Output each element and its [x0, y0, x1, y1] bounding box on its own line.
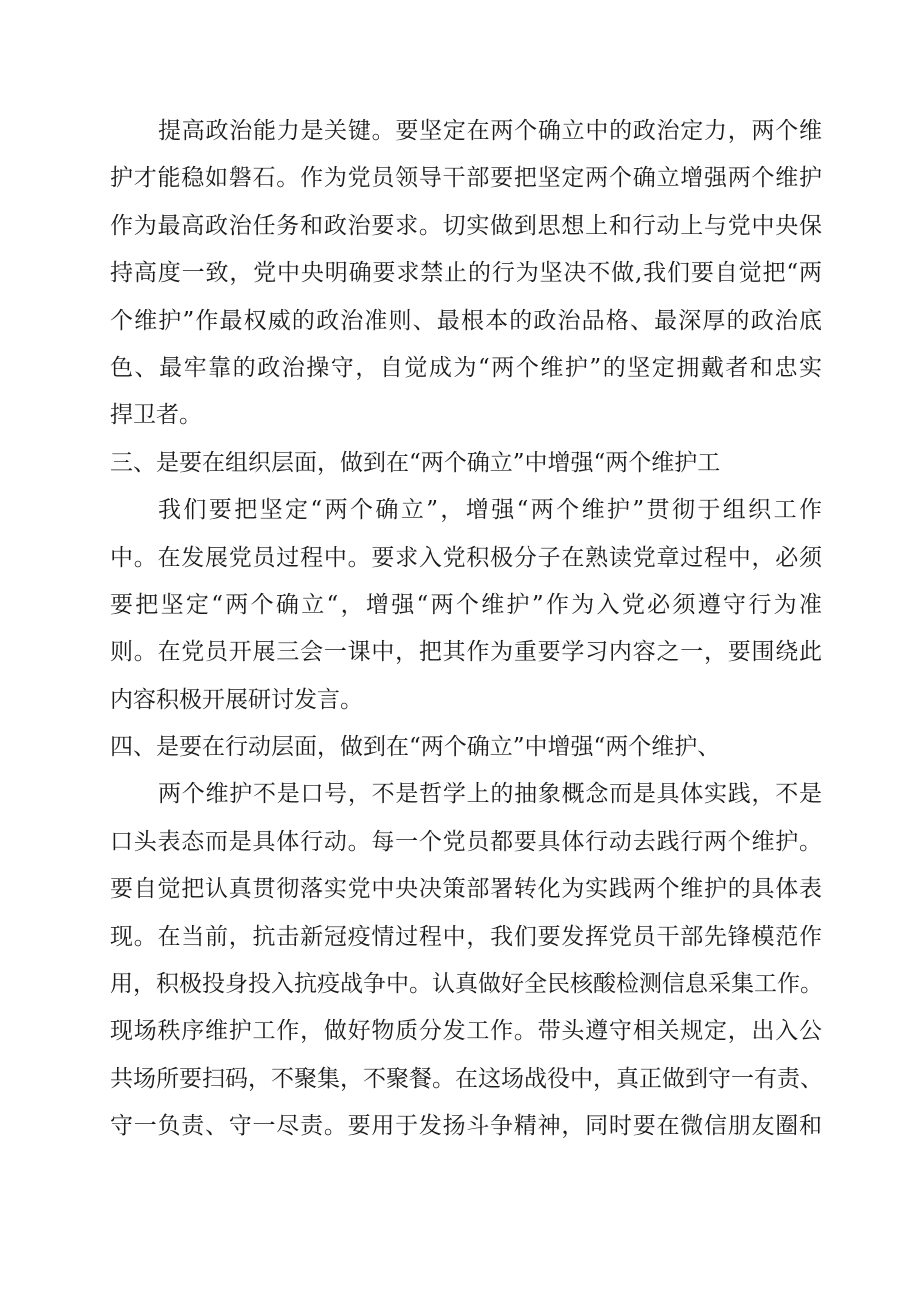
text-line: 捍卫者。 — [110, 402, 202, 429]
text-line: 作为最高政治任务和政治要求。切实做到思想上和行动上与党中央保 — [110, 212, 822, 239]
text-line: 内容积极开展研讨发言。 — [110, 686, 363, 713]
text-line: 个维护”作最权威的政治准则、最根本的政治品格、最深厚的政治底 — [110, 307, 822, 334]
text-line: 口头表态而是具体行动。每一个党员都要具体行动去践行两个维护。 — [110, 828, 822, 855]
document-body — [110, 108, 822, 1151]
text-line: 两个维护不是口号，不是哲学上的抽象概念而是具体实践，不是 — [158, 781, 822, 808]
text-line: 要自觉把认真贯彻落实党中央决策部署转化为实践两个维护的具体表 — [110, 876, 822, 903]
text-line: 现场秩序维护工作，做好物质分发工作。带头遵守相关规定，出入公 — [110, 1018, 822, 1045]
text-line: 提高政治能力是关键。要坚定在两个确立中的政治定力，两个维 — [158, 118, 822, 144]
text-line: 共场所要扫码，不聚集，不聚餐。在这场战役中，真正做到守一有责、 — [110, 1065, 823, 1092]
text-line: 要把坚定“两个确立“，增强“两个维护”作为入党必须遵守行为准 — [110, 591, 822, 618]
text-line: 我们要把坚定“两个确立”，增强“两个维护”贯彻于组织工作 — [158, 497, 822, 524]
text-line: 用，积极投身投入抗疫战争中。认真做好全民核酸检测信息采集工作。 — [110, 971, 823, 998]
text-line: 守一负责、守一尽责。要用于发扬斗争精神，同时要在微信朋友圈和 — [110, 1113, 822, 1140]
text-line: 色、最牢靠的政治操守，自觉成为“两个维护”的坚定拥戴者和忠实 — [110, 354, 822, 381]
text-line: 持高度一致，党中央明确要求禁止的行为坚决不做,我们要自觉把“两 — [110, 260, 822, 287]
text-line: 现。在当前，抗击新冠疫情过程中，我们要发挥党员干部先锋模范作 — [110, 923, 822, 950]
text-line: 三、是要在组织层面，做到在“两个确立”中增强“两个维护工 — [110, 449, 721, 476]
text-line: 护才能稳如磐石。作为党员领导干部要把坚定两个确立增强两个维护 — [110, 165, 822, 192]
text-line: 中。在发展党员过程中。要求入党积极分子在熟读党章过程中，必须 — [110, 544, 822, 571]
text-line: 四、是要在行动层面，做到在“两个确立”中增强“两个维护、 — [110, 734, 721, 761]
text-line: 则。在党员开展三会一课中，把其作为重要学习内容之一，要围绕此 — [110, 639, 822, 666]
